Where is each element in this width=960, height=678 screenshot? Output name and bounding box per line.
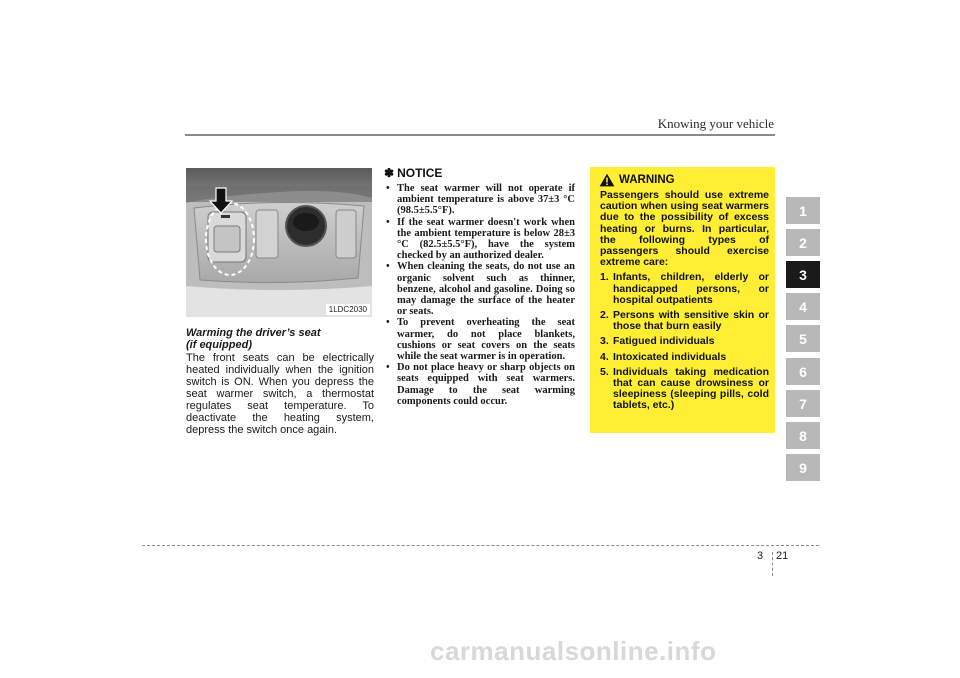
notice-item [384, 362, 575, 407]
bullet-icon: • [386, 183, 390, 194]
notice-section [384, 166, 575, 407]
header-rule [185, 134, 775, 136]
bullet-icon: • [386, 317, 390, 329]
notice-title: NOTICE [397, 166, 443, 180]
warning-title: WARNING [619, 174, 675, 186]
warning-item-number: 5. [600, 365, 609, 378]
chapter-tab-6[interactable]: 6 [786, 358, 820, 385]
notice-item-text: To prevent overheating the seat warmer, do not place blankets, cushions or seat covers on the seats while the seat warmer is in operation. [397, 317, 575, 363]
figure-label: 1LDC2030 [326, 304, 370, 315]
notice-item-text: The seat warmer will not operate if ambient temperature is above 37±3 °C (98.5±5.5°F). [397, 183, 575, 217]
seat-warmer-illustration [186, 168, 372, 317]
watermark: carmanualsonline.info [430, 636, 717, 666]
footer-divider [772, 552, 773, 576]
warning-item-text: Persons with sensitive skin or those that burn easily [613, 309, 769, 333]
warning-box [590, 167, 775, 433]
section-caption [186, 327, 376, 351]
notice-star-icon: ✽ [384, 166, 395, 180]
caption-subtitle: (if equipped) [186, 339, 252, 351]
warning-item-text: Infants, children, elderly or handicapped persons, or hospital outpatients [613, 271, 769, 306]
notice-item [384, 183, 575, 217]
bullet-icon: • [386, 261, 390, 273]
footer-rule [142, 545, 819, 546]
warning-heading [599, 173, 769, 187]
notice-list [384, 183, 575, 407]
caption-title: Warming the driver’s seat [186, 327, 321, 339]
warning-item-number: 2. [600, 309, 609, 322]
bullet-icon: • [386, 216, 390, 228]
warning-item [600, 272, 769, 306]
chapter-tab-3[interactable]: 3 [786, 261, 820, 288]
chapter-tab-2[interactable]: 2 [786, 229, 820, 256]
notice-heading [384, 166, 575, 180]
seat-warmer-description: The front seats can be electrically heated individually when the ignition switch is ON. When you depress the seat warmer switch, a thermostat regulates seat temperature. To deactivate the heating system, depress the switch once again. [186, 352, 374, 436]
warning-triangle-icon [599, 173, 615, 187]
notice-item-text: When cleaning the seats, do not use an organic solvent such as thinner, benzene, alcohol and gasoline. Doing so may damage the surface of the heater or seats. [397, 261, 575, 318]
notice-item-text: Do not place heavy or sharp objects on seats equipped with seat warmers. Damage to the seat warming components could occur. [397, 362, 575, 407]
warning-list [600, 272, 769, 411]
warning-item [600, 367, 769, 412]
warning-item-text: Fatigued individuals [613, 335, 715, 348]
running-header: Knowing your vehicle [657, 116, 774, 131]
warning-item-number: 4. [600, 350, 609, 363]
warning-item-number: 3. [600, 335, 609, 348]
page-number: 21 [776, 550, 789, 562]
chapter-tab-5[interactable]: 5 [786, 325, 820, 352]
chapter-tab-7[interactable]: 7 [786, 390, 820, 417]
warning-intro: Passengers should use extreme caution when using seat warmers due to the possibility of excess heating or burns. In particular, the following types of passengers should exercise extreme care: [600, 189, 769, 269]
warning-item [600, 352, 769, 363]
notice-item [384, 217, 575, 262]
warning-item-text: Individuals taking medication that can cause drowsiness or sleepiness (sleeping pills, cold tablets, etc.) [613, 365, 769, 412]
notice-item [384, 317, 575, 362]
warning-item [600, 336, 769, 347]
chapter-tab-8[interactable]: 8 [786, 422, 820, 449]
warning-item-text: Intoxicated individuals [613, 350, 727, 363]
seat-warmer-photo [186, 168, 372, 317]
warning-item-number: 1. [600, 271, 609, 284]
page-chapter-number: 3 [757, 550, 764, 562]
bullet-icon: • [386, 362, 390, 374]
chapter-tab-1[interactable]: 1 [786, 197, 820, 224]
warning-item [600, 310, 769, 332]
notice-item-text: If the seat warmer doesn't work when the ambient temperature is below 28±3 °C (82.5±5.5°F), have the system checked by an authorized dealer. [397, 216, 575, 262]
notice-item [384, 261, 575, 317]
chapter-tab-9[interactable]: 9 [786, 454, 820, 481]
chapter-tab-4[interactable]: 4 [786, 293, 820, 320]
